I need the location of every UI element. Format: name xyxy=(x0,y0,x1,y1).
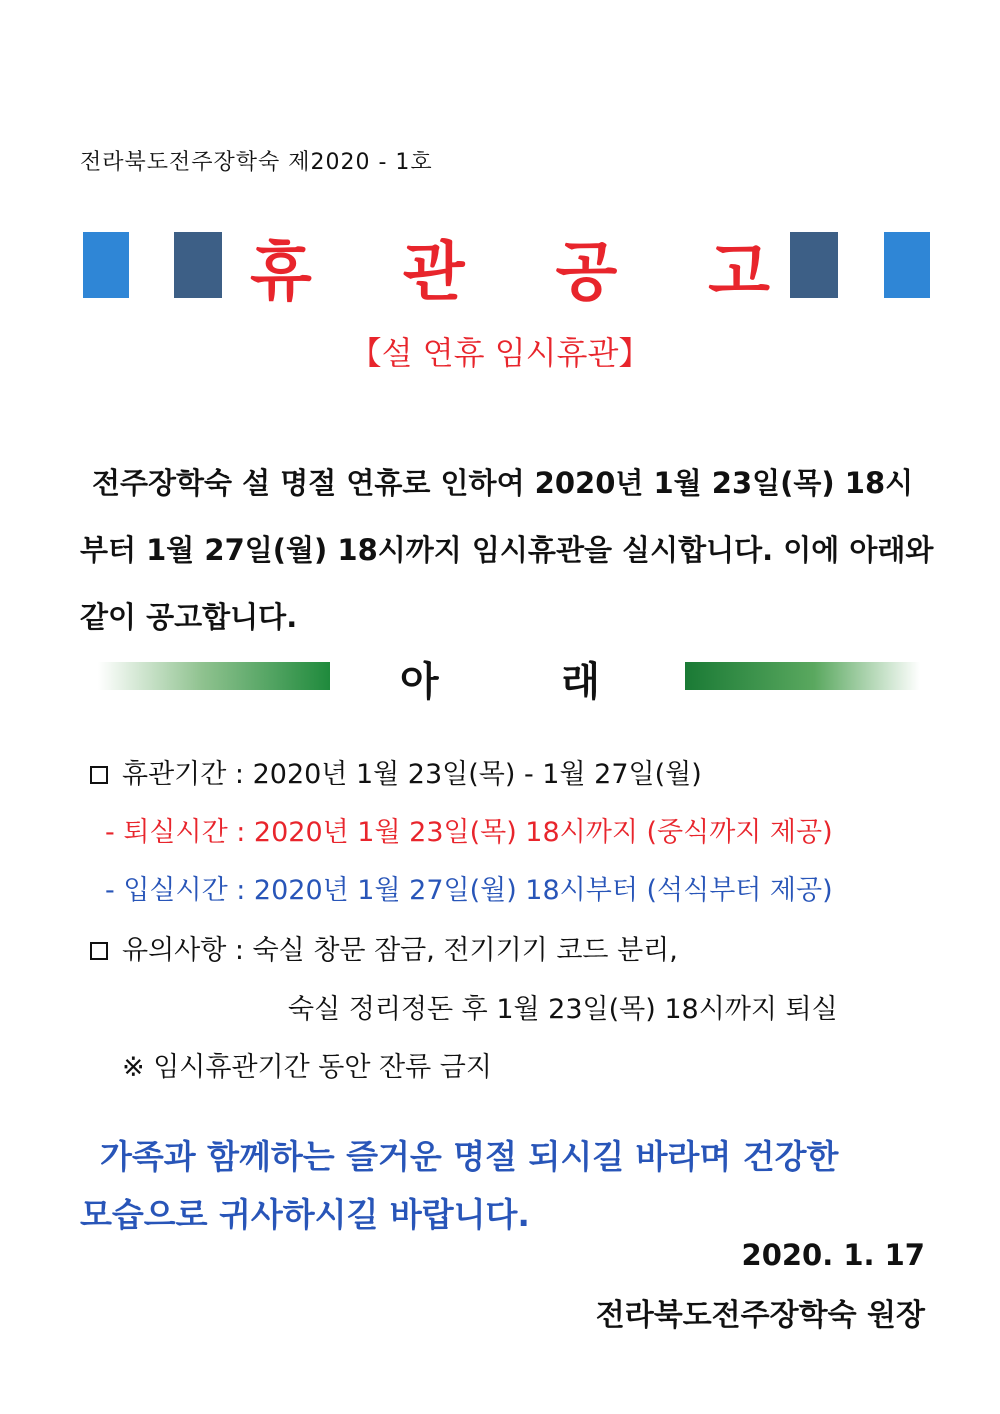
title-char: 공 xyxy=(555,236,618,310)
closing-message xyxy=(80,1128,930,1244)
title-row xyxy=(0,232,1000,310)
decor-square-blue-right xyxy=(884,232,930,298)
precautions-text: 유의사항 : 숙실 창문 잠금, 전기기기 코드 분리, xyxy=(122,935,678,966)
signature: 전라북도전주장학숙 원장 xyxy=(595,1298,925,1333)
item-checkout-time: - 퇴실시간 : 2020년 1월 23일(목) 18시까지 (중식까지 제공) xyxy=(105,817,833,848)
checkbox-bullet-icon xyxy=(90,942,108,960)
decor-square-slate-left xyxy=(174,232,222,298)
checkbox-bullet-icon xyxy=(90,766,108,784)
item-precautions xyxy=(90,928,678,967)
notice-subtitle: 【설 연휴 임시휴관】 xyxy=(349,334,651,372)
item-precautions-continued: 숙실 정리정돈 후 1월 23일(목) 18시까지 퇴실 xyxy=(288,994,838,1025)
heading-char: 래 xyxy=(561,659,600,705)
notice-body xyxy=(80,450,934,651)
closing-line: 가족과 함께하는 즐거운 명절 되시길 바라며 건강한 xyxy=(100,1137,839,1176)
decor-gradient-bar-left xyxy=(98,662,330,690)
document-number: 전라북도전주장학숙 제2020 - 1호 xyxy=(80,150,433,175)
item-checkin-time: - 입실시간 : 2020년 1월 27일(월) 18시부터 (석식부터 제공) xyxy=(105,875,833,906)
title-char: 관 xyxy=(402,236,465,310)
details-heading xyxy=(400,650,600,705)
body-line: 부터 1월 27일(월) 18시까지 임시휴관을 실시합니다. 이에 아래와 xyxy=(80,533,934,567)
notice-title xyxy=(250,232,770,310)
body-line: 같이 공고합니다. xyxy=(80,600,298,634)
item-closure-period xyxy=(90,752,702,791)
notice-date: 2020. 1. 17 xyxy=(741,1238,925,1272)
body-line: 전주장학숙 설 명절 연휴로 인하여 2020년 1월 23일(목) 18시 xyxy=(92,466,914,500)
closure-period-text: 휴관기간 : 2020년 1월 23일(목) - 1월 27일(월) xyxy=(122,759,702,790)
closing-line: 모습으로 귀사하시길 바랍니다. xyxy=(80,1195,530,1234)
decor-square-blue-left xyxy=(83,232,129,298)
title-char: 고 xyxy=(708,236,770,310)
title-char: 휴 xyxy=(250,236,312,310)
item-note: ※ 임시휴관기간 동안 잔류 금지 xyxy=(122,1052,492,1083)
heading-char: 아 xyxy=(400,659,439,705)
decor-gradient-bar-right xyxy=(685,662,920,690)
decor-square-slate-right xyxy=(790,232,838,298)
